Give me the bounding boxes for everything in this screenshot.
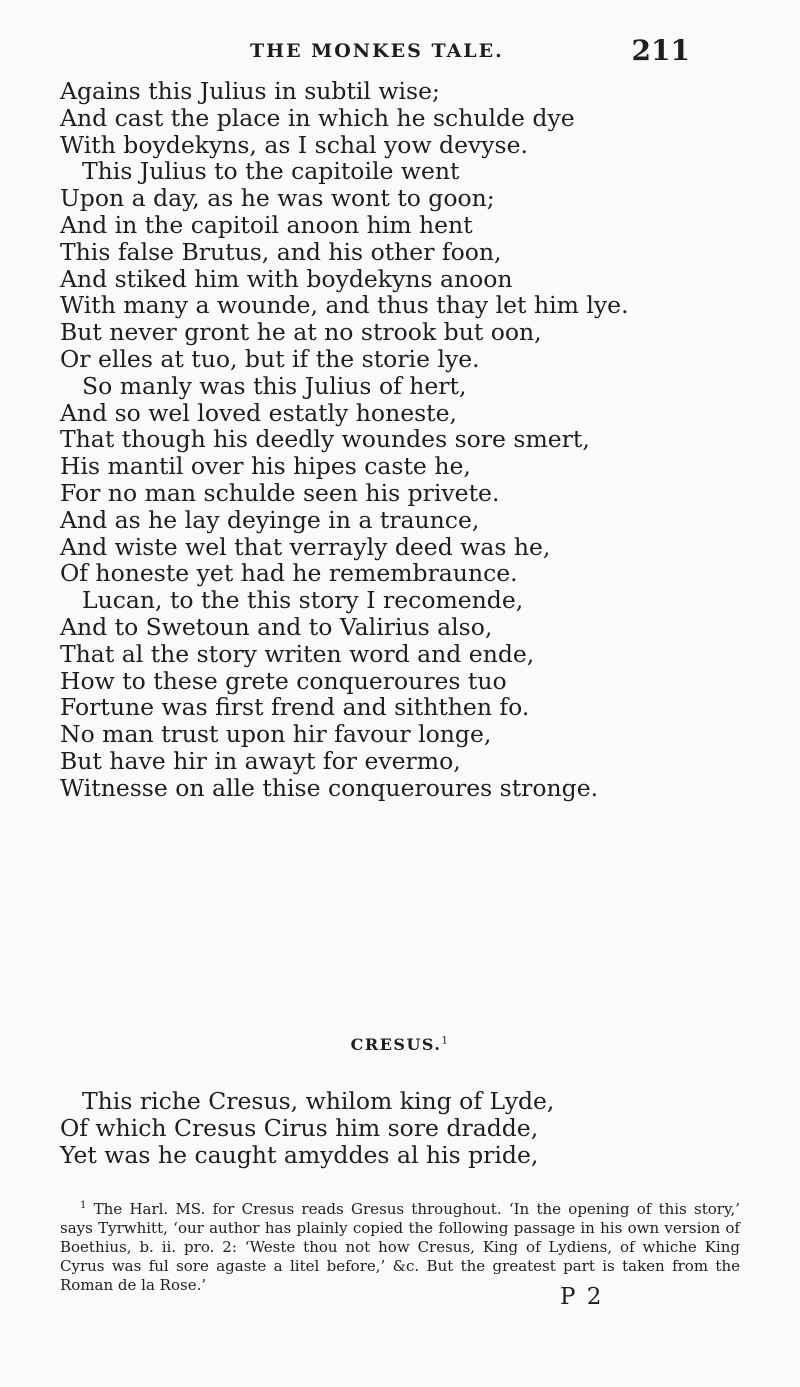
- section-heading-cresus: [0, 1035, 800, 1054]
- verse-line: So manly was this Julius of hert,: [82, 371, 467, 400]
- running-title: THE MONKES TALE.: [250, 40, 504, 62]
- verse-line: Or elles at tuo, but if the storie lye.: [60, 344, 480, 373]
- verse-line: And as he lay deyinge in a traunce,: [60, 505, 480, 534]
- verse-line: But have hir in awayt for evermo,: [60, 746, 461, 775]
- verse-line: Fortune was first frend and siththen fo.: [60, 693, 530, 722]
- verse-line: That though his deedly woundes sore smert,: [60, 425, 590, 454]
- verse-line: With boydekyns, as I schal yow devyse.: [60, 130, 528, 159]
- footnote-reference: 1: [441, 1035, 450, 1047]
- verse-line: But never gront he at no strook but oon,: [60, 318, 542, 347]
- verse-line: And stiked him with boydekyns anoon: [60, 264, 513, 293]
- verse-line: This riche Cresus, whilom king of Lyde,: [82, 1087, 555, 1115]
- verse-line: For no man schulde seen his privete.: [60, 478, 500, 507]
- verse-line: How to these grete conqueroures tuo: [60, 666, 507, 695]
- verse-line: Agains this Julius in subtil wise;: [60, 77, 440, 105]
- page-number: 211: [631, 34, 690, 67]
- section-heading-text: CRESUS.: [350, 1035, 442, 1054]
- verse-line: This Julius to the capitoile went: [82, 157, 460, 186]
- running-head: [250, 34, 690, 70]
- verse-line: Upon a day, as he was wont to goon;: [60, 184, 495, 213]
- verse-line: That al the story writen word and ende,: [60, 639, 535, 668]
- verse-line: Of honeste yet had he remembraunce.: [60, 559, 518, 588]
- signature-mark: P 2: [560, 1284, 604, 1310]
- verse-line: Of which Cresus Cirus him sore dradde,: [60, 1113, 539, 1142]
- verse-line: Witnesse on alle thise conqueroures stronge.: [60, 773, 599, 802]
- footnote: [60, 1196, 740, 1295]
- verse-line: And to Swetoun and to Valirius also,: [60, 612, 493, 641]
- verse-line: His mantil over his hipes caste he,: [60, 452, 471, 481]
- verse-line: And in the capitoil anoon him hent: [60, 210, 473, 239]
- verse-line: And cast the place in which he schulde dye: [60, 103, 575, 132]
- verse-line: No man trust upon hir favour longe,: [60, 720, 492, 749]
- verse-line: Lucan, to the this story I recomende,: [82, 586, 524, 615]
- verse-line: Yet was he caught amyddes al his pride,: [60, 1140, 539, 1169]
- verse-block-julius: [60, 78, 740, 802]
- footnote-marker: 1: [80, 1200, 87, 1211]
- verse-line: And so wel loved estatly honeste,: [60, 398, 457, 427]
- verse-line: And wiste wel that verrayly deed was he,: [60, 532, 551, 561]
- verse-line: With many a wounde, and thus thay let him lye.: [60, 291, 629, 320]
- verse-line: This false Brutus, and his other foon,: [60, 237, 502, 266]
- verse-block-cresus: [60, 1088, 740, 1168]
- footnote-text: The Harl. MS. for Cresus reads Gresus throughout. ‘In the opening of this story,’ says Tyrwhitt, ‘our author has plainly copied the following passage in his own version of Boethius, b. ii. pro. 2: ‘Weste thou not how Cresus, King of Lydiens, of whiche King Cyrus was ful sore agaste a litel before,’ &c. But the greatest part is taken from the Roman de la Rose.’: [60, 1200, 740, 1294]
